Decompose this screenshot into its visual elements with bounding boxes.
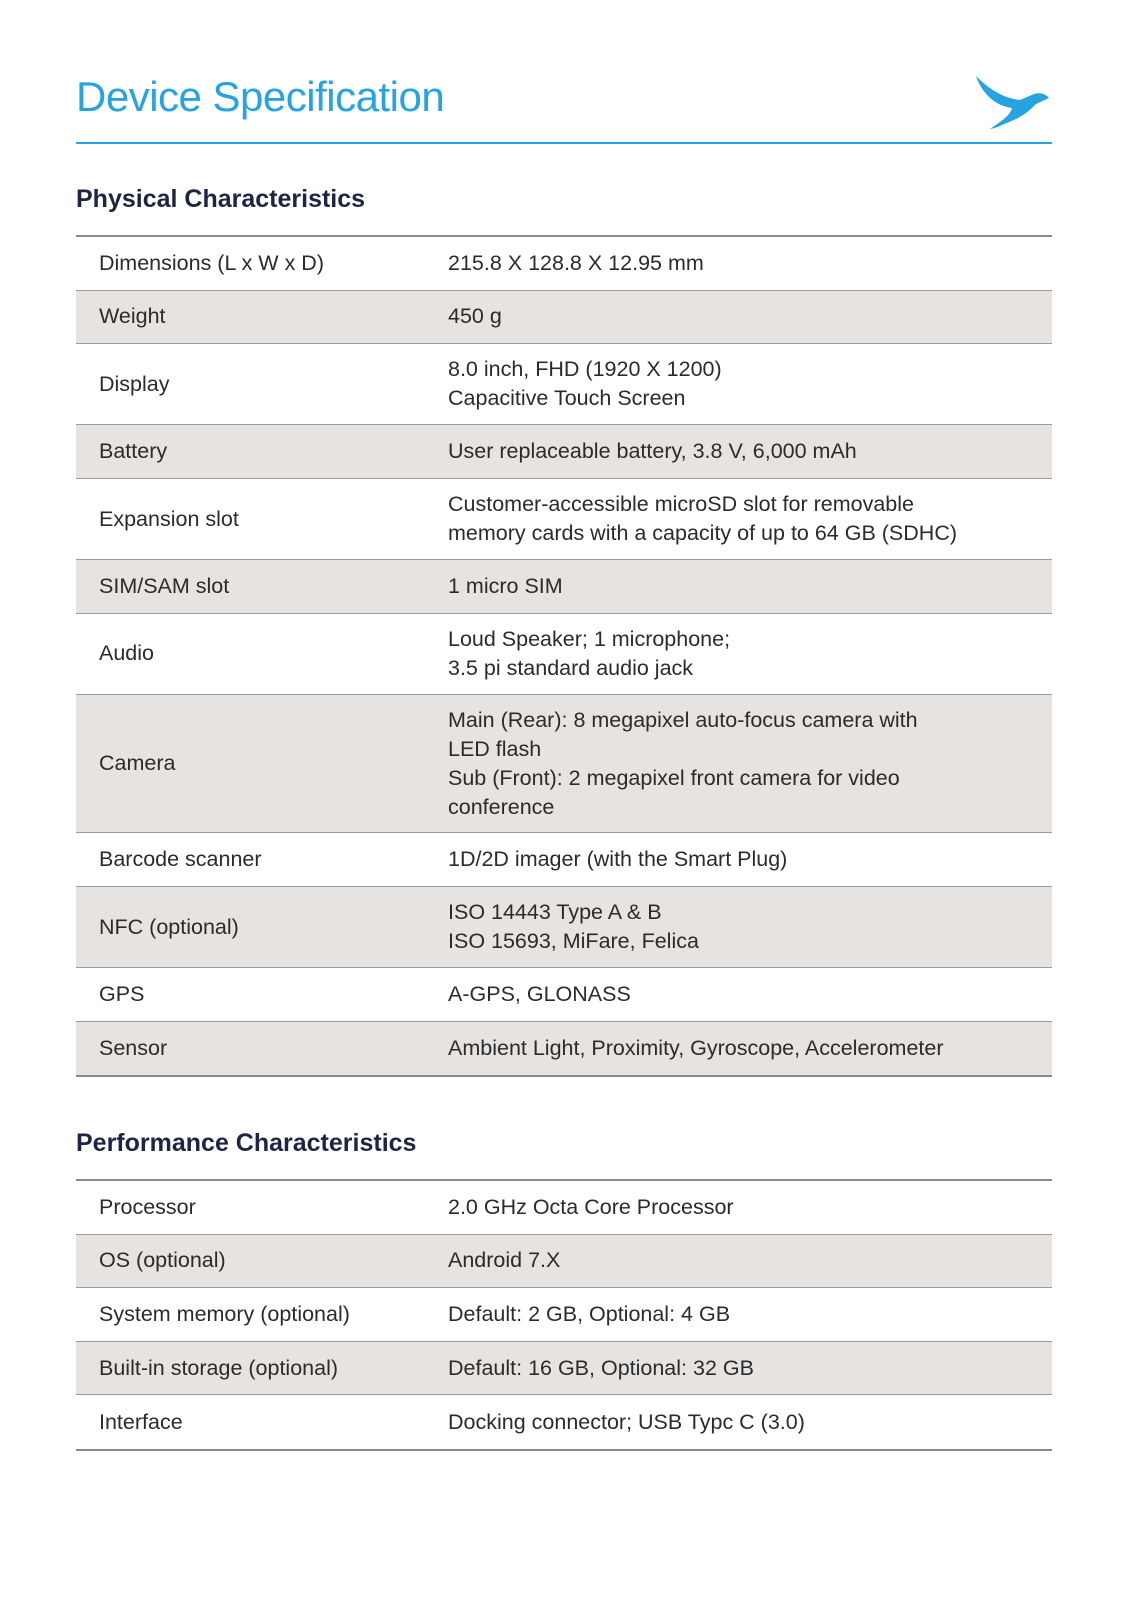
table-row <box>76 833 1052 887</box>
table-row <box>76 479 1052 560</box>
table-row <box>76 1342 1052 1396</box>
spec-value-line: ISO 15693, MiFare, Felica <box>448 929 699 954</box>
spec-label: Sensor <box>99 1036 168 1060</box>
spec-label: Processor <box>99 1194 196 1219</box>
spec-value <box>448 1354 1052 1383</box>
spec-value-line: Android 7.X <box>448 1248 561 1273</box>
spec-value-line: Docking connector; USB Typc C (3.0) <box>448 1409 805 1434</box>
spec-label: NFC (optional) <box>99 914 239 939</box>
spec-value-line: 215.8 X 128.8 X 12.95 mm <box>448 250 704 275</box>
table-row <box>76 560 1052 614</box>
physical-spec-table <box>76 235 1052 1077</box>
spec-value-line: ISO 14443 Type A & B <box>448 900 662 925</box>
spec-value <box>448 1034 1052 1063</box>
spec-label: Weight <box>99 304 166 329</box>
section-title-performance: Performance Characteristics <box>76 1129 417 1157</box>
table-row <box>76 1395 1052 1449</box>
table-row <box>76 291 1052 345</box>
spec-label: SIM/SAM slot <box>99 573 230 598</box>
spec-value-line: 2.0 GHz Octa Core Processor <box>448 1194 734 1219</box>
spec-value <box>448 490 1052 548</box>
performance-spec-table <box>76 1179 1052 1451</box>
spec-value <box>448 302 1052 331</box>
spec-label: Camera <box>99 751 176 776</box>
spec-value <box>448 1408 1052 1437</box>
spec-value-line: Sub (Front): 2 megapixel front camera for video <box>448 765 900 790</box>
page-header <box>76 64 1052 144</box>
spec-value-line: 450 g <box>448 304 502 329</box>
spec-value <box>448 625 1052 683</box>
spec-value <box>448 1300 1052 1329</box>
spec-label: GPS <box>99 981 145 1006</box>
spec-value-line: 3.5 pi standard audio jack <box>448 655 694 680</box>
spec-value-line: A-GPS, GLONASS <box>448 981 631 1006</box>
spec-label: Interface <box>99 1409 183 1434</box>
spec-value-line: 8.0 inch, FHD (1920 X 1200) <box>448 357 722 382</box>
table-row <box>76 344 1052 425</box>
spec-label: Battery <box>99 439 168 464</box>
spec-label: OS (optional) <box>99 1248 226 1273</box>
spec-label: System memory (optional) <box>99 1301 350 1326</box>
spec-value-line: Main (Rear): 8 megapixel auto-focus camera with <box>448 707 918 732</box>
table-row <box>76 887 1052 968</box>
spec-value <box>448 1246 1052 1275</box>
table-row <box>76 1235 1052 1289</box>
table-row <box>76 614 1052 695</box>
spec-value-line: Loud Speaker; 1 microphone; <box>448 626 731 651</box>
spec-value <box>448 898 1052 956</box>
spec-value-line: 1 micro SIM <box>448 573 563 598</box>
spec-value-line: LED flash <box>448 736 542 761</box>
spec-value-line: memory cards with a capacity of up to 64 GB (SDHC) <box>448 521 958 546</box>
spec-value-line: Default: 16 GB, Optional: 32 GB <box>448 1355 754 1380</box>
table-row <box>76 1022 1052 1076</box>
spec-value-line: Customer-accessible microSD slot for removable <box>448 492 914 517</box>
page-title: Device Specification <box>76 73 445 120</box>
spec-label: Built-in storage (optional) <box>99 1355 339 1380</box>
spec-value <box>448 706 1052 822</box>
table-row <box>76 237 1052 291</box>
bird-logo-icon <box>974 74 1050 130</box>
spec-value <box>448 355 1052 413</box>
spec-value-line: User replaceable battery, 3.8 V, 6,000 mAh <box>448 439 857 464</box>
spec-value <box>448 980 1052 1009</box>
spec-label: Expansion slot <box>99 506 239 531</box>
table-row <box>76 968 1052 1022</box>
spec-value <box>448 1193 1052 1222</box>
spec-value-line: conference <box>448 794 555 819</box>
spec-value-line: 1D/2D imager (with the Smart Plug) <box>448 847 788 872</box>
spec-label: Audio <box>99 641 154 666</box>
spec-value-line: Default: 2 GB, Optional: 4 GB <box>448 1301 731 1326</box>
spec-value <box>448 845 1052 874</box>
spec-label: Barcode scanner <box>99 847 262 872</box>
table-row <box>76 425 1052 479</box>
header-divider <box>76 142 1052 144</box>
spec-value-line: Ambient Light, Proximity, Gyroscope, Accelerometer <box>448 1036 944 1060</box>
spec-label: Dimensions (L x W x D) <box>99 250 324 275</box>
table-row <box>76 1288 1052 1342</box>
table-row <box>76 695 1052 833</box>
table-row <box>76 1181 1052 1235</box>
section-title-physical: Physical Characteristics <box>76 185 366 213</box>
spec-label: Display <box>99 371 170 396</box>
spec-value <box>448 572 1052 601</box>
spec-value-line: Capacitive Touch Screen <box>448 386 686 411</box>
spec-value <box>448 249 1052 278</box>
spec-value <box>448 437 1052 466</box>
